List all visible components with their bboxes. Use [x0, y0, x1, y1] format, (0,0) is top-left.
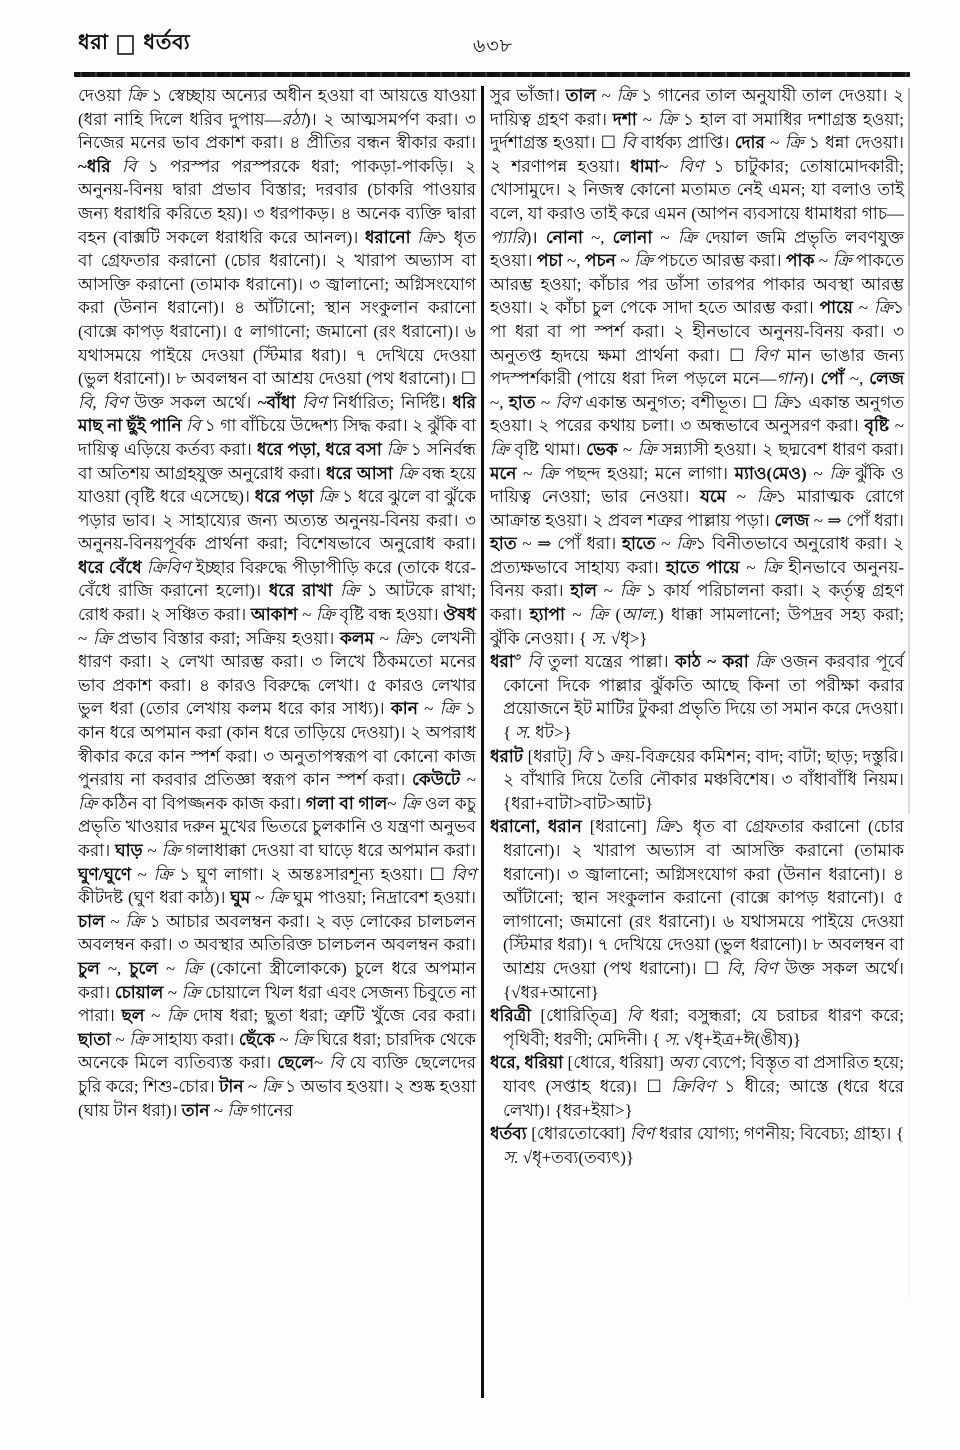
guide-word-left: ধরা — [78, 30, 109, 54]
column-divider — [481, 86, 484, 1398]
entry-paragraph: দেওয়া ক্রি ১ স্বেচ্ছায় অন্যের অধীন হওয়া বা আয়ত্তে যাওয়া (ধরা নাহি দিলে ধরিব দুপায়—রঠা)। ২ আত্মসমর্পণ করা। ৩ নিজের মনের ভাব প্রকাশ করা। ৪ প্রীতির বন্ধন স্বীকার করা। ~ধরি বি ১ পরস্পর পরস্পরকে ধরা; পাকড়া-পাকড়ি। ২ অনুনয়-বিনয় দ্বারা প্রভাব বিস্তার; দরবার (চাকরি পাওয়ার জন্য ধরাধরি করিতে হয়)। ৩ ধরপাকড়। ৪ অনেক ব্যক্তি দ্বারা বহন (বাক্সটি সকলে ধরাধরি করে আনল)। ধরানো ক্রি১ ধৃত বা গ্রেফতার করানো (চোর ধরানো)। ২ খারাপ অভ্যাস বা আসক্তি করানো (তামাক ধরানো)। ৩ জ্বালানো; অগ্নিসংযোগ করা (উনান ধরানো)। ৪ আঁটানো; স্থান সংকুলান করানো (বাক্সে কাপড় ধরানো)। ৫ লাগানো; জমানো (রং ধরানো)। ৬ যথাসময়ে পাইয়ে দেওয়া (স্টিমার ধরা)। ৭ দেখিয়ে দেওয়া (ভুল ধরানো)। ৮ অবলম্বন বা আশ্রয় দেওয়া (পথ ধরানো)। ☐ বি, বিণ উক্ত সকল অর্থে। ~বাঁধা বিণ নির্ধারিত; নির্দিষ্ট। ধরি মাছ না ছুঁই পানি বি ১ গা বাঁচিয়ে উদ্দেশ্য সিদ্ধ করা। ২ ঝুঁকি বা দায়িত্ব এড়িয়ে কর্তব্য করা। ধরে পড়া, ধরে বসা ক্রি ১ সনির্বন্ধ বা অতিশয় আগ্রহযুক্ত অনুরোধ করা। ধরে আসা ক্রি বন্ধ হয়ে যাওয়া (বৃষ্টি ধরে এসেছে)। ধরে পড়া ক্রি ১ ধরে ঝুলে বা ঝুঁকে পড়ার ভাব। ২ সাহায্যের জন্য অত্যন্ত অনুনয়-বিনয় করা। ৩ অনুনয়-বিনয়পূর্বক প্রার্থনা করা; বিশেষভাবে অনুরোধ করা। ধরে বেঁধে ক্রিবিণ ইচ্ছার বিরুদ্ধে পীড়াপীড়ি করে (তাকে ধরে-বেঁধে রাজি করানো হলো)। ধরে রাখা ক্রি ১ আটকে রাখা; রোধ করা। ২ সঞ্চিত করা। আকাশ ~ ক্রি বৃষ্টি বন্ধ হওয়া। ঔষধ ~ ক্রি প্রভাব বিস্তার করা; সক্রিয় হওয়া। কলম ~ ক্রি১ লেখনী ধারণ করা। ২ লেখা আরম্ভ করা। ৩ লিখে ঠিকমতো মনের ভাব প্রকাশ করা। ৪ কারও বিরুদ্ধে লেখা। ৫ কারও লেখার ভুল ধরা (তোর লেখায় কলম ধরে কার সাধ্য)। কান ~ ক্রি ১ কান ধরে অপমান করা (কান ধরে তাড়িয়ে দেওয়া)। ২ অপরাধ স্বীকার করে কান স্পর্শ করা। ৩ অনুতাপস্বরূপ বা কোনো কাজ পুনরায় না করবার প্রতিজ্ঞা স্বরূপ কান স্পর্শ করা। কেউটে ~ ক্রি কঠিন বা বিপজ্জনক কাজ করা। গলা বা গাল~ ক্রি ওল কচু প্রভৃতি খাওয়ার দরুন মুখের ভিতরে চুলকানি ও যন্ত্রণা অনুভব করা। ঘাড় ~ ক্রি গলাধাক্কা দেওয়া বা ঘাড়ে ধরে অপমান করা। ঘুণ/ঘুণে ~ ক্রি ১ ঘুণ লাগা। ২ অন্তঃসারশূন্য হওয়া। ☐ বিণ কীটদষ্ট (ঘুণ ধরা কাঠ)। ঘুম ~ ক্রি ঘুম পাওয়া; নিদ্রাবেশ হওয়া। চাল ~ ক্রি ১ আচার অবলম্বন করা। ২ বড় লোকের চালচলন অবলম্বন করা। ৩ অবস্থার অতিরিক্ত চালচলন অবলম্বন করা। চুল ~, চুলে ~ ক্রি (কোনো স্ত্রীলোককে) চুলে ধরে অপমান করা। চোয়াল ~ ক্রি চোয়ালে খিল ধরা এবং সেজন্য চিবুতে না পারা। ছল ~ ক্রি দোষ ধরা; ছুতা ধরা; ত্রুটি খুঁজে বের করা। ছাতা ~ ক্রি সাহায্য করা। ছেঁকে ~ ক্রি ঘিরে ধরা; চারদিক থেকে অনেকে মিলে ব্যতিব্যস্ত করা। ছেলে~ বি যে ব্যক্তি ছেলেদের চুরি করে; শিশু-চোর। টান ~ ক্রি ১ অভাব হওয়া। ২ শুষ্ক হওয়া (ঘায় টান ধরা)। তান ~ ক্রি গানের — [78, 86, 477, 1120]
page-number: ৬৩৮ — [472, 36, 514, 57]
entry-paragraph: ধরা$^৩$ বি তুলা যন্ত্রের পাল্লা। কাঠ ~ করা ক্রি ওজন করবার পূর্বে কোনো দিকে পাল্লার ঝুঁকতি আছে কিনা তা পরীক্ষা করার প্রয়োজনে ইট মাটির টুকরা প্রভৃতি দিয়ে তা সমান করে দেওয়া। { স. ধট>} — [490, 651, 904, 743]
entry-paragraph: ধরাট [ধরাট্] বি ১ ক্রয়-বিক্রয়ের কমিশন; বাদ; বাটা; ছাড়; দস্তুরি। ২ বাঁখারি দিয়ে তৈরি নৌকার মঞ্চবিশেষ। ৩ বাঁধাবাঁধি নিয়ম। {ধরা+বাটা>বাট>আট} — [490, 746, 904, 813]
page-body — [78, 84, 904, 1398]
left-column — [78, 84, 476, 1398]
entry-paragraph: ধর্তব্য [ধোরতোব্বো] বিণ ধরার যোগ্য; গণনীয়; বিবেচ্য; গ্রাহ্য। { স. √ধৃ+তব্য(তব্যৎ)} — [490, 1124, 905, 1167]
entry-paragraph: ধরানো, ধরান [ধরানো] ক্রি১ ধৃত বা গ্রেফতার করানো (চোর ধরানো)। ২ খারাপ অভ্যাস বা আসক্তি করানো (তামাক ধরানো)। ৩ জ্বালানো; অগ্নিসংযোগ করা (উনান ধরানো)। ৪ আঁটানো; স্থান সংকুলান করানো (বাক্সে কাপড় ধরানো)। ৫ লাগানো; জমানো (রং ধরানো)। ৬ যথাসময়ে পাইয়ে দেওয়া (স্টিমার ধরা)। ৭ দেখিয়ে দেওয়া (ভুল ধরানো)। ৮ অবলম্বন বা আশ্রয় দেওয়া (পথ ধরানো)। ☐ বি, বিণ উক্ত সকল অর্থে। {√ধর+আনো} — [490, 817, 904, 1002]
right-column — [490, 84, 904, 1398]
entry-paragraph: ধরে, ধরিয়া [ধোরে, ধরিয়া] অব্য ব্যেপে; বিস্তৃত বা প্রসারিত হয়ে; যাবৎ (সপ্তাহ ধরে)। ☐ ক্রিবিণ ১ ধীরে; আস্তে (ধরে ধরে লেখা)। {ধর+ইয়া>} — [490, 1053, 905, 1120]
header-rule — [74, 72, 910, 77]
entry-paragraph: সুর ভাঁজা। তাল ~ ক্রি ১ গানের তাল অনুযায়ী তাল দেওয়া। ২ দায়িত্ব গ্রহণ করা। দশা ~ ক্রি ১ হাল বা সমাধির দশাগ্রস্ত হওয়া; দুর্দশাগ্রস্ত হওয়া। ☐ বি বার্ধক্য প্রাপ্তি। দোর ~ ক্রি ১ ধন্না দেওয়া। ২ শরণাপন্ন হওয়া। ধামা~ বিণ ১ চাটুকার; তোষামোদকারী; খোসামুদে। ২ নিজস্ব কোনো মতামত নেই এমন; যা বলাও তাই বলে, যা করাও তাই করে এমন (আপন ব্যবসায়ে ধামাধরা গাচ—প্যারি)। নোনা ~, লোনা ~ ক্রি দেয়াল জমি প্রভৃতি লবণযুক্ত হওয়া। পচা ~, পচন ~ ক্রি পচতে আরম্ভ করা। পাক ~ ক্রি পাকতে আরম্ভ হওয়া; কাঁচার পর ডাঁসা তারপর পাকার অবস্থা আরম্ভ হওয়া। ২ কাঁচা চুল পেকে সাদা হতে আরম্ভ করা। পায়ে ~ ক্রি১ পা ধরা বা পা স্পর্শ করা। ২ হীনভাবে অনুনয়-বিনয় করা। ৩ অনুতপ্ত হৃদয়ে ক্ষমা প্রার্থনা করা। ☐ বিণ মান ভাঙার জন্য পদস্পর্শকারী (পায়ে ধরা দিল পড়লে মনে—গান)। পোঁ ~, লেজ ~, হাত ~ বিণ একান্ত অনুগত; বশীভূত। ☐ ক্রি১ একান্ত অনুগত হওয়া। ২ পরের কথায় চলা। ৩ অন্ধভাবে অনুসরণ করা। বৃষ্টি ~ ক্রি বৃষ্টি থামা। ভেক ~ ক্রি সন্ন্যাসী হওয়া। ২ ছদ্মবেশ ধারণ করা। মনে ~ ক্রি পছন্দ হওয়া; মনে লাগা। ম্যাও(মেও) ~ ক্রি ঝুঁকি ও দায়িত্ব নেওয়া; ভার নেওয়া। যমে ~ ক্রি১ মারাত্মক রোগে আক্রান্ত হওয়া। ২ প্রবল শত্রুর পাল্লায় পড়া। লেজ ~ ⇒ পোঁ ধরা। হাত ~ ⇒ পোঁ ধরা। হাতে ~ ক্রি১ বিনীতভাবে অনুরোধ করা। ২ প্রত্যক্ষভাবে সাহায্য করা। হাতে পায়ে ~ ক্রি হীনভাবে অনুনয়-বিনয় করা। হাল ~ ক্রি ১ কার্য পরিচালনা করা। ২ কর্তৃত্ব গ্রহণ করা। হ্যাপা ~ ক্রি (আল.) ধাক্কা সামলানো; উপদ্রব সহ্য করা; ঝুঁকি নেওয়া। { স. √ধৃ>} — [490, 86, 905, 648]
entry-paragraph: ধরিত্রী [ধোরিত্ত্রি] বি ধরা; বসুন্ধরা; যে চরাচর ধারণ করে; পৃথিবী; ধরণী; মেদিনী। { স. √ধৃ+ইত্র+ঈ(ঙীষ)} — [490, 1006, 904, 1049]
scan-edge-artifact — [908, 88, 910, 1298]
page-header — [78, 26, 908, 68]
guide-word-right: ধর্তব্য — [143, 30, 191, 54]
